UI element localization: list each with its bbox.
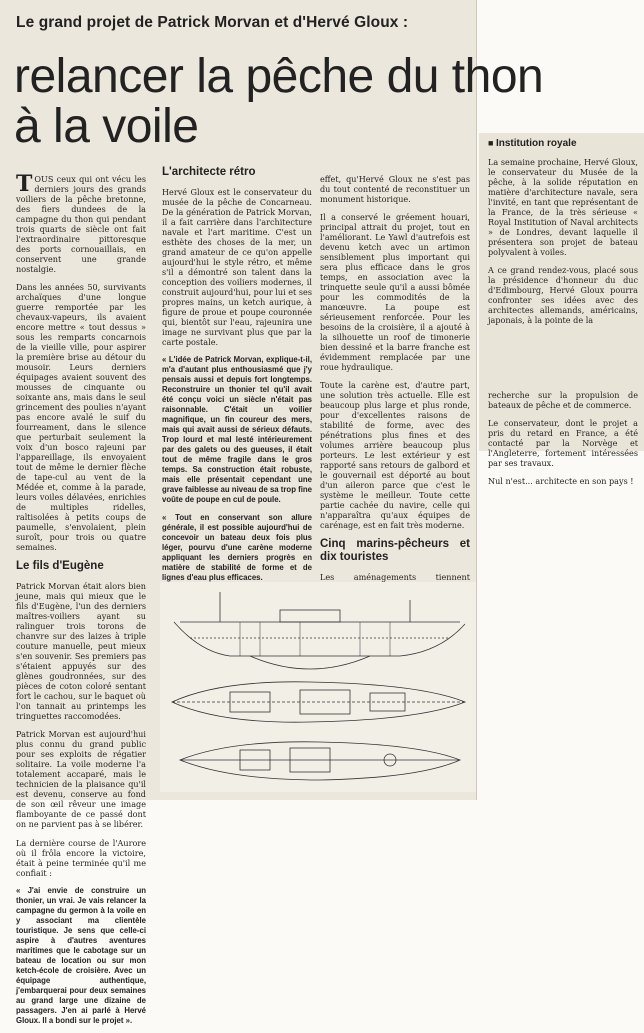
column-4-sidebar [488, 138, 638, 333]
col1-para-3: Patrick Morvan était alors bien jeune, mais qui mieux que le fils d'Eugène, l'un des derniers maîtres-voiliers ayant su ralinguer trois torons de chanvre sur des laizes à triple couture manuelle, peut mieux s'en souvenir. Ses premiers pas s'étaient appuyés sur des glènes goudronnées, sur des pièces de coton coloré sentant fort le cachou, sur le baquet où l'on tannait au printemps les tringuettes raccomodées. [16, 581, 146, 722]
subhead-architecte: L'architecte rétro [162, 166, 256, 178]
subhead-cinq-marins: Cinq marins-pêcheurs et dix touristes [320, 538, 470, 564]
col2-quote-2: « Tout en conservant son allure générale, il est possible aujourd'hui de concevoir un bateau deux fois plus léger, pourvu d'une carène moderne appliquant les derniers progrès en matière de stabilité de forme et de lignes d'eau plus efficaces. [162, 512, 312, 582]
col3-para-4: Les aménagements tiennent [320, 572, 470, 583]
boat-plans-illustration [160, 582, 476, 792]
col1-para-2: Dans les années 50, survivants archaïques d'une longue guerre remportée par les chevaux-vapeurs, ils avaient encore mettre « tout dessus » sous les remparts concarnois de la vieille ville, pour aspirer la première brise au détour du mousoir. Leurs derniers équipages avaient souvent des mousses de cinquante ou soixante ans, mais dans le seul grincement des poulies n'ayant pas encore avalé le suif du fourreament, dans le silence que perturbait seulement la voix d'un bosco rajeuni par l'appareillage, ils envoyaient tout de même le dernier flèche de tape-cul au vent de la Médée et, comme à la parade, leurs voiles délavées, enrichies de multiples ridelles, raltisolées à petits coups de paumelle, s'envolaient, plein suroît, pour trois ou quatre semaines. [16, 282, 146, 553]
col3-para-1: effet, qu'Hervé Gloux ne s'est pas du tout contenté de reconstituer un monument historique. [320, 174, 470, 205]
col4-para-5: Nul n'est... architecte en son pays ! [488, 476, 634, 487]
col1-para-1: OUS ceux qui ont vécu les derniers jours des grands voiliers de la pêche bretonne, des fiers dundees de la campagne du thon qui pendant trois quarts de siècle ont fait l'extraordinaire pittoresque des ports cornouaillais, en conservent une grande nostalgie. [16, 174, 146, 275]
drop-cap: T [16, 171, 33, 198]
headline-line-2: à la voile [14, 100, 199, 153]
col4-para-2: A ce grand rendez-vous, placé sous la présidence d'honneur du duc d'Edimbourg, Hervé Gloux pourra confronter ses idées avec des architectes allemands, américains, japonais, à la pointe de la [488, 265, 638, 326]
col3-para-2: Il a conservé le gréement houari, principal attrait du projet, tout en l'améliorant. Le Yawl d'autrefois est devenu ketch avec un artimon sensiblement plus important qui sera plus efficace dans le gros temps, en association avec la trinquette seule qu'il a aussi bômée pour les commodités de la manœuvre. La poupe est sérieusement renforcée. Pour les besoins de la croisière, il a ajouté à la silhouette un roof de timonerie bien dessiné et la barre franche est évidemment remplacée par une roue hydraulique. [320, 212, 470, 373]
col4-para-1: La semaine prochaine, Hervé Gloux, le conservateur du Musée de la pêche, à la solide réputation en matière d'architecture navale, sera l'invité, en tant que représentant de la France, de la très sérieuse « Royal Institution of Naval architects » de Londres, devant laquelle il présentera son projet de bateau polyvalent à voiles. [488, 157, 638, 258]
col1-para-5: La dernière course de l'Aurore où il frôla encore la victoire, était à peine terminée qu'il me confiait : [16, 837, 146, 878]
col2-quote-1: « L'idée de Patrick Morvan, explique-t-il, m'a d'autant plus enthousiasmé que j'y pensais aussi et depuis fort longtemps. Reconstruire un thonier tel qu'il avait été conçu voici un siècle n'était pas raisonnable. C'était un voilier magnifique, un fin coureur des mers, mais qui avait aussi de sérieux défauts. Trop lourd et mal lesté intérieurement par des galets ou des gueuses, il était tout de même fragile dans le gros temps. Sa construction était robuste, mais elle présentait cependant une grave faiblesse au niveau de sa trop fine voûte de poupe en cul de poule. [162, 355, 312, 505]
col1-quote: « J'ai envie de construire un thonier, un vrai. Je vais relancer la campagne du germon à la voile en y associant ma clientèle touristique. Je sens que celle-ci aspire à d'autres aventures maritimes que le cabotage sur un bateau de location ou sur mon ketch-école de croisière. Avec un équipage authentique, j'embarquerai pour deux semaines au grand large une dizaine de passagers. J'en ai parlé à Hervé Gloux. Il a bondi sur le projet ». [16, 885, 146, 1025]
subhead-fils-eugene: Le fils d'Eugène [16, 560, 104, 573]
col2-para-1: Hervé Gloux est le conservateur du musée de la pêche de Concarneau. De la génération de Patrick Morvan, il a fait carrière dans l'architecture navale et l'art maritime. C'est un esthète des choses de la mer, un grand amateur de ce qu'on appelle aujourd'hui le style rétro, et même s'il a démontré son talent dans la conception des voiliers modernes, il construit aujourd'hui, pour lui et ses propres mains, un ketch aurique, à figure de proue et poupe couronnée qui, bientôt sur l'eau, rajeunira une image ne survivant plus que par la carte postale. [162, 187, 312, 348]
headline [14, 52, 644, 152]
kicker: Le grand projet de Patrick Morvan et d'Hervé Gloux : [16, 14, 409, 31]
subhead-institution-royale: ■ Institution royale [488, 138, 638, 149]
col3-para-3: Toute la carène est, d'autre part, une solution très actuelle. Elle est beaucoup plus large et plus ronde, pour d'excellentes raisons de stabilité de forme, avec des pénétrations plus fines et des volumes arrière beaucoup plus porteurs. Le lest extérieur y est rapporté sans retours de galbord et le gouvernail est déporté au bout d'un aileron parce que c'est le système le meilleur. Toute cette partie cachée du navire, celle qui n'apparaîtra qu'aux équipes de carénage, est en fait très moderne. [320, 380, 470, 531]
col1-para-4: Patrick Morvan est aujourd'hui plus connu du grand public pour ses exploits de régatier solitaire. La voile moderne l'a totalement accaparé, mais le technicien de la plaisance qu'il est devenu, conserve au fond de son œil rêveur une image flamboyante de ce passé dont on ne parvient pas à se libérer. [16, 729, 146, 830]
column-4-continued [488, 382, 638, 494]
col4-para-3: recherche sur la propulsion de bateaux de pêche et de commerce. [488, 390, 638, 411]
col4-para-4: Le conservateur, dont le projet a pris du retard en France, a été contacté par la Norvège et l'Angleterre, fortement intéressées par ses travaux. [488, 418, 638, 469]
headline-line-1: relancer la pêche du thon [14, 50, 544, 103]
column-1 [16, 166, 146, 1033]
